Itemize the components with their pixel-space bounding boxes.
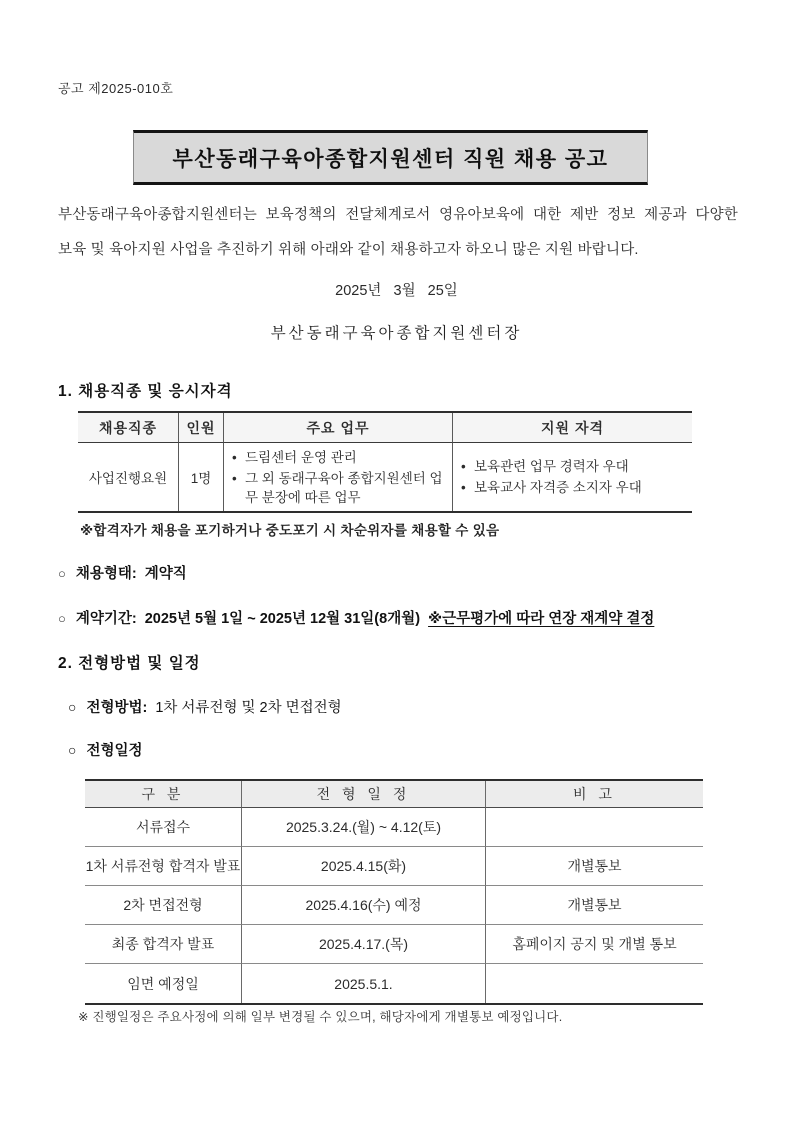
recruitment-table-header-qualifications: 지원 자격 (452, 413, 692, 443)
schedule-table (85, 779, 703, 1005)
section-1-heading: 1. 채용직종 및 응시자격 (58, 383, 233, 400)
contract-period-label: 계약기간: (75, 611, 137, 627)
employment-type-value: 계약직 (144, 566, 187, 582)
schedule-row-date: 2025.5.1. (241, 964, 485, 1003)
schedule-row-date: 2025.3.24.(월) ~ 4.12(토) (241, 808, 485, 847)
recruitment-table-header-job: 채용직종 (78, 413, 178, 443)
schedule-table-header-note: 비 고 (485, 781, 703, 808)
selection-method-label: 전형방법: (86, 700, 148, 716)
schedule-row-date: 2025.4.16(수) 예정 (241, 886, 485, 925)
schedule-row-category: 임면 예정일 (127, 975, 199, 992)
headcount-cell: 1명 (178, 443, 223, 511)
schedule-row-date: 2025.4.15(화) (241, 847, 485, 886)
duties-cell (223, 443, 452, 511)
schedule-row-note: 홈페이지 공지 및 개별 통보 (485, 925, 703, 964)
schedule-row-category: 2차 면접전형 (85, 886, 241, 925)
schedule-row-note (485, 808, 703, 847)
qualification-text: 보육관련 업무 경력자 우대 (474, 459, 629, 474)
contract-renewal-note: ※근무평가에 따라 연장 재계약 결정 (428, 611, 655, 627)
recruitment-table-header-count: 인원 (178, 413, 223, 443)
contract-period-value: 2025년 5월 1일 ~ 2025년 12월 31일(8개월) (144, 611, 421, 627)
circle-marker-icon: ○ (68, 699, 77, 715)
next-candidate-note: ※합격자가 채용을 포기하거나 중도포기 시 차순위자를 채용할 수 있음 (80, 523, 500, 538)
employment-type-label: 채용형태: (75, 566, 137, 582)
schedule-row-note: 개별통보 (485, 886, 703, 925)
schedule-heading-row (68, 739, 143, 760)
intro-line-1: 부산동래구육아종합지원센터는 보육정책의 전달체계로서 영유아보육에 대한 제반 정보 제공과 다양한 (58, 207, 738, 223)
qualification-item (461, 478, 642, 497)
bullet-dot-icon: • (232, 449, 237, 465)
duty-item (232, 448, 357, 467)
notice-number: 공고 제2025-010호 (58, 81, 174, 96)
circle-marker-icon: ○ (68, 742, 77, 758)
schedule-heading-label: 전형일정 (86, 743, 143, 759)
selection-method-row (68, 696, 342, 717)
recruitment-table (78, 411, 692, 513)
contract-period-row (58, 607, 654, 628)
duty-item (232, 469, 444, 507)
schedule-table-header-schedule: 전 형 일 정 (241, 781, 485, 808)
title-box (133, 130, 648, 185)
issuer-name: 부산동래구육아종합지원센터장 (270, 325, 523, 342)
schedule-row-note (485, 964, 703, 1003)
schedule-change-note: ※ 진행일정은 주요사정에 의해 일부 변경될 수 있으며, 해당자에게 개별통보 예정입니다. (78, 1010, 563, 1024)
bullet-dot-icon: • (232, 470, 237, 486)
section-2-heading: 2. 전형방법 및 일정 (58, 655, 201, 672)
schedule-row-category: 1차 서류전형 합격자 발표 (85, 847, 241, 886)
qualifications-cell (452, 443, 692, 511)
duty-text: 드림센터 운영 관리 (245, 449, 357, 465)
schedule-row-note: 개별통보 (485, 847, 703, 886)
recruitment-table-header-duties: 주요 업무 (223, 413, 452, 443)
circle-marker-icon: ○ (58, 611, 66, 626)
schedule-row-category: 서류접수 (85, 808, 241, 847)
qualification-item (461, 457, 629, 476)
qualification-text: 보육교사 자격증 소지자 우대 (474, 480, 642, 495)
job-title-cell: 사업진행요원 (88, 471, 168, 486)
page-title: 부산동래구육아종합지원센터 직원 채용 공고 (172, 147, 609, 171)
issue-date: 2025년 3월 25일 (335, 283, 458, 299)
intro-paragraph (58, 198, 738, 268)
schedule-row-date: 2025.4.17.(목) (241, 925, 485, 964)
duty-text: 그 외 동래구육아 종합지원센터 업무 분장에 따른 업무 (245, 470, 443, 505)
selection-method-value: 1차 서류전형 및 2차 면접전형 (155, 700, 342, 716)
circle-marker-icon: ○ (58, 566, 66, 581)
bullet-dot-icon: • (461, 480, 466, 495)
schedule-row-category: 최종 합격자 발표 (85, 925, 241, 964)
intro-line-2: 보육 및 육아지원 사업을 추진하기 위해 아래와 같이 채용하고자 하오니 많은 지원 바랍니다. (58, 242, 639, 258)
bullet-dot-icon: • (461, 459, 466, 474)
schedule-table-header-category: 구 분 (85, 781, 241, 808)
employment-type-row (58, 562, 187, 583)
